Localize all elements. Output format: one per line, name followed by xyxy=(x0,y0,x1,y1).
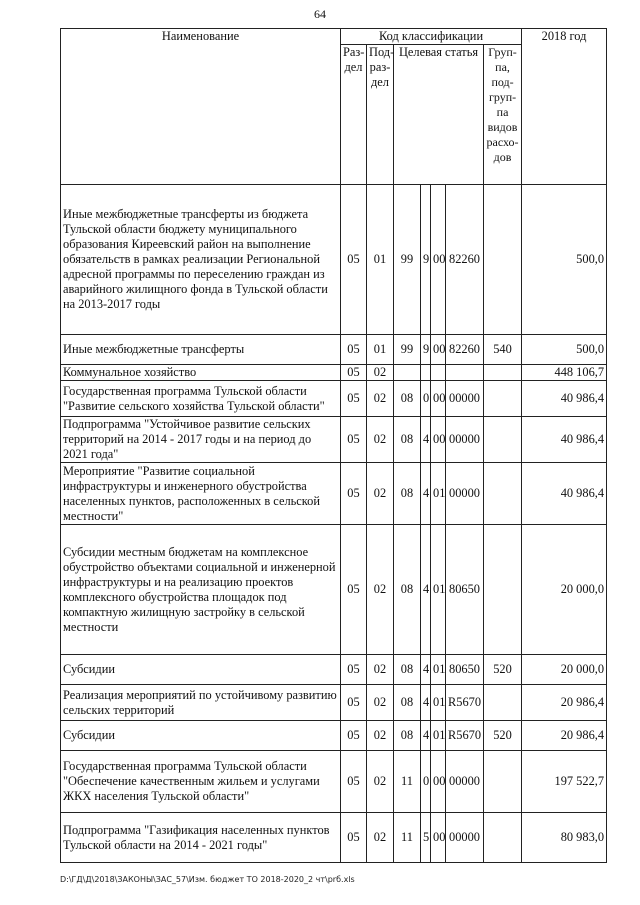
razdel-cell: 05 xyxy=(341,335,367,365)
podrazdel-cell: 02 xyxy=(367,417,394,463)
razdel-cell: 05 xyxy=(341,365,367,381)
target-subprogram-cell: 4 xyxy=(421,655,431,685)
target-program-cell: 08 xyxy=(394,381,421,417)
group-cell xyxy=(484,813,522,863)
target-direction-cell: 00000 xyxy=(446,381,484,417)
group-cell: 520 xyxy=(484,655,522,685)
group-cell xyxy=(484,417,522,463)
podrazdel-cell: 02 xyxy=(367,813,394,863)
target-program-cell: 08 xyxy=(394,417,421,463)
target-subprogram-cell: 4 xyxy=(421,525,431,655)
row-name: Иные межбюджетные трансферты xyxy=(61,335,341,365)
target-direction-cell: 82260 xyxy=(446,185,484,335)
target-direction-cell: 80650 xyxy=(446,525,484,655)
podrazdel-cell: 02 xyxy=(367,685,394,721)
group-cell xyxy=(484,685,522,721)
table-row xyxy=(61,463,607,525)
table-row xyxy=(61,751,607,813)
amount-cell: 448 106,7 xyxy=(522,365,607,381)
podrazdel-cell: 02 xyxy=(367,721,394,751)
table-row xyxy=(61,335,607,365)
group-cell xyxy=(484,365,522,381)
target-direction-cell: R5670 xyxy=(446,685,484,721)
table-row xyxy=(61,381,607,417)
target-event-cell: 01 xyxy=(431,463,446,525)
group-cell xyxy=(484,381,522,417)
amount-cell: 197 522,7 xyxy=(522,751,607,813)
amount-cell: 20 986,4 xyxy=(522,685,607,721)
target-event-cell: 00 xyxy=(431,381,446,417)
target-subprogram-cell: 4 xyxy=(421,685,431,721)
target-direction-cell: 82260 xyxy=(446,335,484,365)
header-target-article: Целевая статья xyxy=(394,45,484,185)
group-cell: 520 xyxy=(484,721,522,751)
header-podrazdel: Под- раз- дел xyxy=(367,45,394,185)
target-subprogram-cell xyxy=(421,365,431,381)
target-direction-cell: 00000 xyxy=(446,751,484,813)
amount-cell: 40 986,4 xyxy=(522,463,607,525)
header-year: 2018 год xyxy=(522,29,607,185)
target-event-cell: 01 xyxy=(431,655,446,685)
target-program-cell xyxy=(394,365,421,381)
table-row xyxy=(61,525,607,655)
podrazdel-cell: 02 xyxy=(367,655,394,685)
target-program-cell: 99 xyxy=(394,185,421,335)
razdel-cell: 05 xyxy=(341,417,367,463)
target-subprogram-cell: 4 xyxy=(421,463,431,525)
amount-cell: 500,0 xyxy=(522,185,607,335)
row-name: Государственная программа Тульской области "Развитие сельского хозяйства Тульской области" xyxy=(61,381,341,417)
target-event-cell: 01 xyxy=(431,685,446,721)
table-row xyxy=(61,721,607,751)
target-program-cell: 08 xyxy=(394,525,421,655)
target-event-cell: 00 xyxy=(431,185,446,335)
target-event-cell xyxy=(431,365,446,381)
target-event-cell: 01 xyxy=(431,525,446,655)
group-cell: 540 xyxy=(484,335,522,365)
podrazdel-cell: 02 xyxy=(367,751,394,813)
razdel-cell: 05 xyxy=(341,185,367,335)
row-name: Коммунальное хозяйство xyxy=(61,365,341,381)
target-program-cell: 11 xyxy=(394,813,421,863)
podrazdel-cell: 01 xyxy=(367,185,394,335)
target-program-cell: 11 xyxy=(394,751,421,813)
row-name: Подпрограмма "Устойчивое развитие сельских территорий на 2014 - 2017 годы и на период до 2021 года" xyxy=(61,417,341,463)
razdel-cell: 05 xyxy=(341,721,367,751)
target-direction-cell: 00000 xyxy=(446,813,484,863)
row-name: Реализация мероприятий по устойчивому развитию сельских территорий xyxy=(61,685,341,721)
group-cell xyxy=(484,185,522,335)
target-event-cell: 00 xyxy=(431,335,446,365)
table-row xyxy=(61,655,607,685)
row-name: Субсидии местным бюджетам на комплексное обустройство объектами социальной и инженерной инфраструктуры и на реализацию проектов комплексного обустройства площадок под компактную жилищную застройку в сельской местности xyxy=(61,525,341,655)
target-subprogram-cell: 9 xyxy=(421,335,431,365)
table-row xyxy=(61,365,607,381)
razdel-cell: 05 xyxy=(341,655,367,685)
podrazdel-cell: 01 xyxy=(367,335,394,365)
razdel-cell: 05 xyxy=(341,381,367,417)
razdel-cell: 05 xyxy=(341,685,367,721)
row-name: Подпрограмма "Газификация населенных пунктов Тульской области на 2014 - 2021 годы" xyxy=(61,813,341,863)
target-subprogram-cell: 0 xyxy=(421,751,431,813)
razdel-cell: 05 xyxy=(341,463,367,525)
row-name: Государственная программа Тульской области "Обеспечение качественным жильем и услугами ЖКХ населения Тульской области" xyxy=(61,751,341,813)
row-name: Иные межбюджетные трансферты из бюджета Тульской области бюджету муниципального образования Киреевский район на выполнение обязательств в рамках реализации Региональной адресной программы по переселению граждан из аварийного жилищного фонда в Тульской области на 2013-2017 годы xyxy=(61,185,341,335)
amount-cell: 20 000,0 xyxy=(522,525,607,655)
header-group: Груп- па, под- груп- па видов расхо- дов xyxy=(484,45,522,185)
budget-table xyxy=(60,28,607,863)
target-direction-cell: R5670 xyxy=(446,721,484,751)
target-program-cell: 99 xyxy=(394,335,421,365)
target-event-cell: 00 xyxy=(431,813,446,863)
amount-cell: 20 000,0 xyxy=(522,655,607,685)
page-number: 64 xyxy=(314,7,326,21)
table-row xyxy=(61,185,607,335)
table-row xyxy=(61,417,607,463)
target-subprogram-cell: 4 xyxy=(421,721,431,751)
row-name: Субсидии xyxy=(61,721,341,751)
amount-cell: 20 986,4 xyxy=(522,721,607,751)
header-name: Наименование xyxy=(61,29,341,185)
target-direction-cell: 00000 xyxy=(446,463,484,525)
target-program-cell: 08 xyxy=(394,655,421,685)
amount-cell: 40 986,4 xyxy=(522,381,607,417)
target-event-cell: 00 xyxy=(431,417,446,463)
target-event-cell: 00 xyxy=(431,751,446,813)
amount-cell: 40 986,4 xyxy=(522,417,607,463)
file-path-footer: D:\ГД\Д\2018\ЗАКОНЫ\ЗАС_57\Изм. бюджет ТО 2018-2020_2 чт\prб.xls xyxy=(60,875,355,884)
group-cell xyxy=(484,751,522,813)
amount-cell: 500,0 xyxy=(522,335,607,365)
podrazdel-cell: 02 xyxy=(367,381,394,417)
podrazdel-cell: 02 xyxy=(367,525,394,655)
group-cell xyxy=(484,525,522,655)
target-program-cell: 08 xyxy=(394,721,421,751)
razdel-cell: 05 xyxy=(341,813,367,863)
header-classification: Код классификации xyxy=(341,29,522,45)
target-subprogram-cell: 5 xyxy=(421,813,431,863)
table-row xyxy=(61,685,607,721)
target-program-cell: 08 xyxy=(394,463,421,525)
target-subprogram-cell: 0 xyxy=(421,381,431,417)
target-event-cell: 01 xyxy=(431,721,446,751)
target-subprogram-cell: 4 xyxy=(421,417,431,463)
header-razdel: Раз- дел xyxy=(341,45,367,185)
row-name: Мероприятие "Развитие социальной инфраструктуры и инженерного обустройства населенных пунктов, расположенных в сельской местности" xyxy=(61,463,341,525)
table-row xyxy=(61,813,607,863)
amount-cell: 80 983,0 xyxy=(522,813,607,863)
razdel-cell: 05 xyxy=(341,525,367,655)
group-cell xyxy=(484,463,522,525)
target-program-cell: 08 xyxy=(394,685,421,721)
podrazdel-cell: 02 xyxy=(367,463,394,525)
target-subprogram-cell: 9 xyxy=(421,185,431,335)
razdel-cell: 05 xyxy=(341,751,367,813)
target-direction-cell xyxy=(446,365,484,381)
podrazdel-cell: 02 xyxy=(367,365,394,381)
target-direction-cell: 00000 xyxy=(446,417,484,463)
target-direction-cell: 80650 xyxy=(446,655,484,685)
row-name: Субсидии xyxy=(61,655,341,685)
